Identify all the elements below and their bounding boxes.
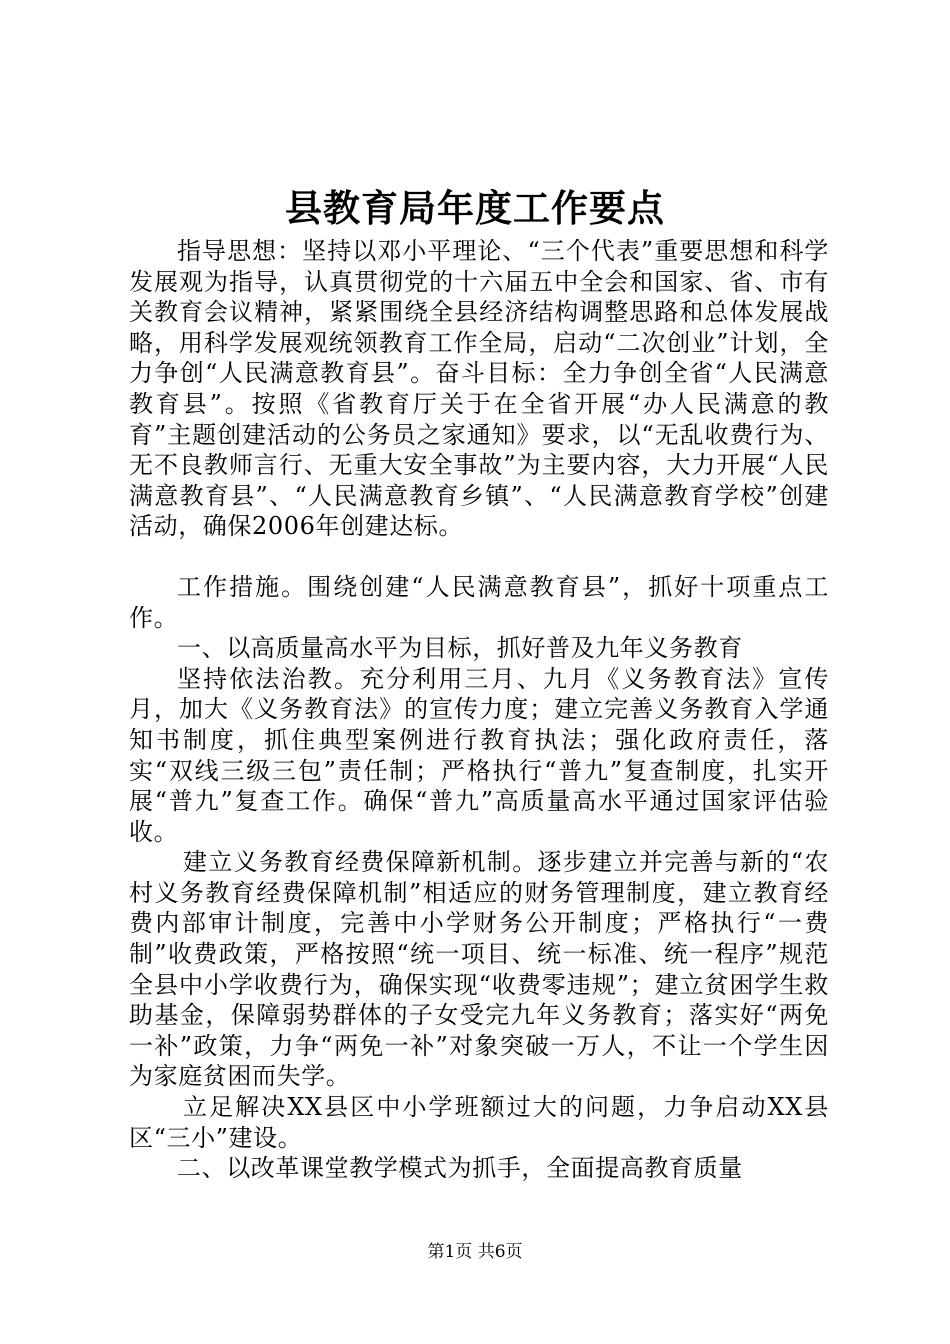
- paragraph-guiding-ideology: 指导思想：坚持以邓小平理论、“三个代表”重要思想和科学发展观为指导，认真贯彻党的十六届五中全会和国家、省、市有关教育会议精神，紧紧围绕全县经济结构调整思路和总体发展战略，用科学发展观统领教育工作全局，启动“二次创业”计划，全力争创“人民满意教育县”。奋斗目标：全力争创全省“人民满意教育县”。按照《省教育厅关于在全省开展“办人民满意的教育”主题创建活动的公务员之家通知》要求，以“无乱收费行为、无不良教师言行、无重大安全事故”为主要内容，大力开展“人民满意教育县”、“人民满意教育乡镇”、“人民满意教育学校”创建活动，确保2006年创建达标。: [129, 237, 829, 541]
- document-title: 县教育局年度工作要点: [285, 186, 665, 230]
- section-heading-one: 一、以高质量高水平为目标，抓好普及九年义务教育: [177, 634, 743, 663]
- paragraph-work-measures: 工作措施。围绕创建“人民满意教育县”，抓好十项重点工作。: [129, 572, 829, 632]
- section-heading-two: 二、以改革课堂教学模式为抓手，全面提高教育质量: [177, 1154, 743, 1183]
- document-body: [129, 236, 829, 1184]
- page-number-footer: 第1页 共6页: [427, 1242, 523, 1262]
- paragraph-funding-mechanism: 建立义务教育经费保障新机制。逐步建立并完善与新的“农村义务教育经费保障机制”相适应的财务管理制度，建立教育经费内部审计制度，完善中小学财务公开制度；严格执行“一费制”收费政策，严格按照“统一项目、统一标准、统一程序”规范全县中小学收费行为，确保实现“收费零违规”；建立贫困学生救助基金，保障弱势群体的子女受完九年义务教育；落实好“两免一补”政策，力争“两免一补”对象突破一万人，不让一个学生因为家庭贫困而失学。: [129, 848, 829, 1091]
- paragraph-class-size: 立足解决XX县区中小学班额过大的问题，力争启动XX县区“三小”建设。: [129, 1093, 829, 1152]
- paragraph-rule-of-law: 坚持依法治教。充分利用三月、九月《义务教育法》宣传月，加大《义务教育法》的宣传力度；建立完善义务教育入学通知书制度，抓住典型案例进行教育执法；强化政府责任，落实“双线三级三包”责任制；严格执行“普九”复查制度，扎实开展“普九”复查工作。确保“普九”高质量高水平通过国家评估验收。: [129, 664, 829, 846]
